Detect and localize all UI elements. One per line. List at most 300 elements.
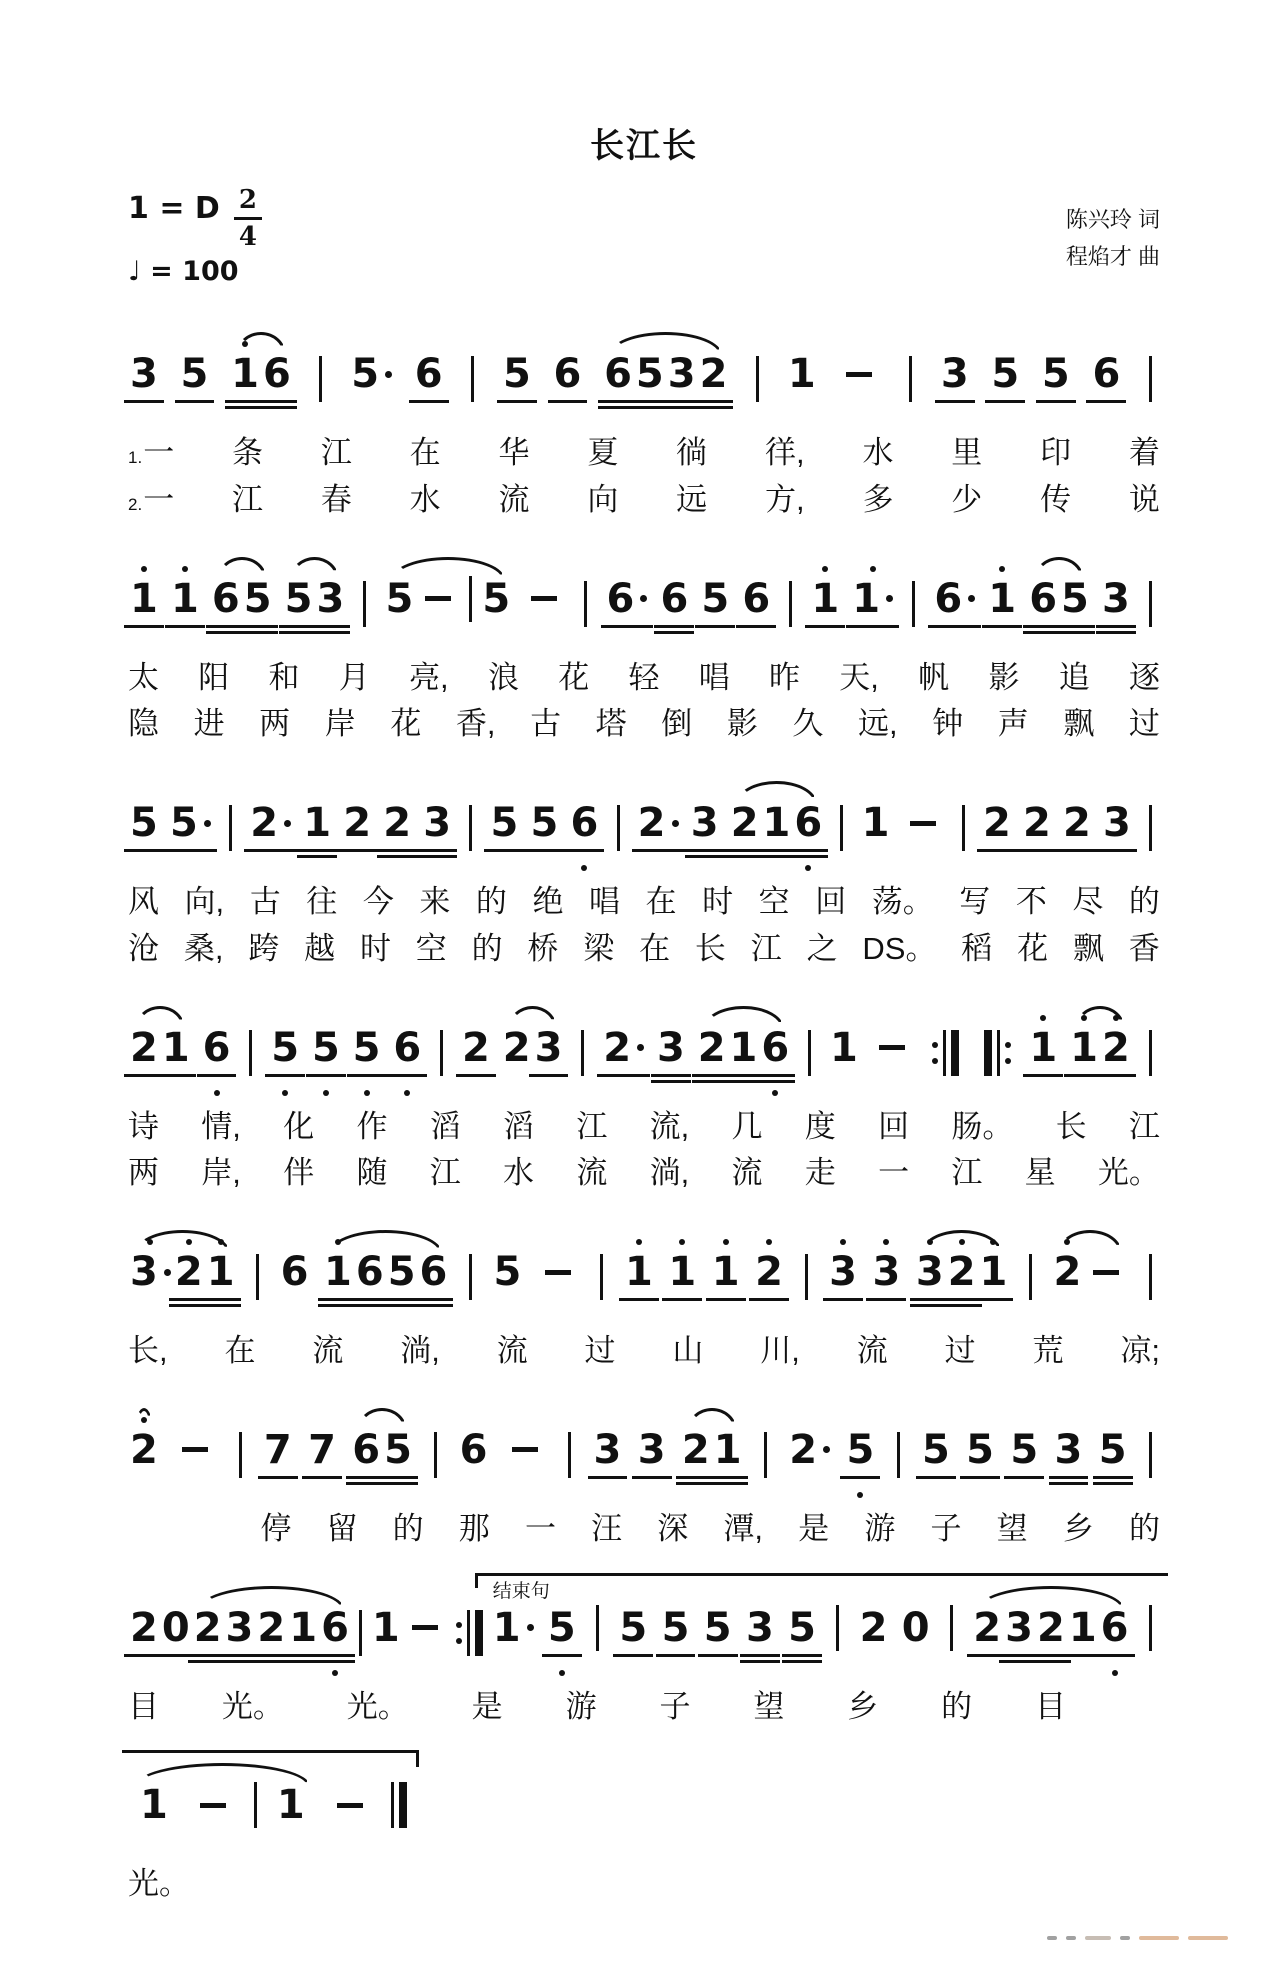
note	[130, 1011, 158, 1100]
tempo-note-icon: ♩	[128, 256, 141, 287]
underline	[749, 1298, 789, 1301]
lyric-syllable: 情,	[201, 1108, 241, 1144]
lyric-syllable: 昨	[769, 659, 801, 695]
barline	[1149, 1418, 1152, 1502]
note	[226, 1591, 254, 1680]
duration-underlines	[991, 397, 1019, 414]
note-digit: 5	[1041, 351, 1070, 397]
note-digit: 5	[788, 1604, 816, 1651]
octave-dot-slot	[1081, 1011, 1087, 1025]
lyric-syllable: 淌,	[400, 1333, 440, 1368]
note-digit: 5	[311, 1024, 340, 1071]
underline	[156, 1074, 196, 1077]
octave-dot	[1040, 1015, 1046, 1021]
note	[130, 562, 158, 651]
octave-dot-slot	[1064, 1235, 1070, 1249]
music-system-6	[128, 1389, 1160, 1549]
octave-dot	[141, 1417, 147, 1423]
spacer	[537, 1295, 579, 1312]
time-signature-denominator: 4	[238, 222, 257, 252]
note-digit: 5	[502, 351, 531, 397]
slur	[971, 1591, 1130, 1680]
barline	[756, 356, 759, 402]
lyric-syllable: 长	[1055, 1108, 1087, 1144]
note	[324, 1235, 352, 1324]
lyric-syllable: 淌,	[649, 1155, 690, 1191]
underline	[654, 631, 694, 634]
note	[263, 337, 291, 426]
note-digit: 5	[921, 1426, 950, 1473]
underline	[387, 1074, 427, 1077]
note-digit: 2	[130, 1604, 158, 1651]
lyric-syllable: 越	[304, 930, 336, 966]
barline	[805, 1240, 808, 1324]
duration-underlines	[1023, 846, 1051, 863]
duration-underlines	[829, 1295, 857, 1312]
underline	[698, 1654, 738, 1657]
verse-number: 2.	[128, 494, 143, 514]
barline	[789, 581, 792, 627]
duration-underlines	[423, 846, 451, 863]
duration-underlines	[271, 1071, 299, 1088]
note	[1029, 562, 1057, 651]
note-digit: 6	[393, 1024, 422, 1071]
lyric-syllable: 的	[471, 930, 503, 966]
lyric-syllable: 里	[951, 435, 983, 470]
octave-dot-slot	[999, 562, 1005, 576]
note-digit: 5	[170, 800, 211, 846]
barline-thin	[391, 1782, 394, 1828]
lyric-syllable: 江	[576, 1108, 608, 1144]
lyric-syllable	[194, 1510, 225, 1549]
duration-underlines	[140, 1828, 168, 1845]
lyrics-row-1	[128, 434, 1160, 473]
note	[372, 1591, 400, 1680]
lyric-syllable: 江	[429, 1155, 461, 1191]
dash-bar	[846, 372, 872, 377]
augmentation-dot	[968, 595, 975, 602]
augmentation-dot	[672, 820, 679, 827]
duration-underlines	[691, 846, 719, 863]
lyric-syllable: 远	[676, 481, 708, 517]
lyric-syllable: 几	[731, 1108, 763, 1144]
note	[207, 1235, 235, 1324]
note	[244, 562, 272, 651]
octave-dot-slot	[883, 1235, 889, 1249]
duration-underlines	[212, 622, 240, 639]
note	[638, 1413, 666, 1502]
slur	[914, 1235, 1010, 1324]
duration-underlines	[761, 1071, 789, 1088]
lyric-syllable: 是	[798, 1510, 830, 1546]
note	[1053, 1235, 1081, 1324]
note-digit: 1	[289, 1604, 318, 1651]
duration-underlines	[662, 1651, 690, 1668]
duration-underlines	[712, 1295, 740, 1312]
lyric-syllable: 进	[193, 706, 225, 742]
lyric-syllable: 向,	[184, 884, 225, 919]
barline	[808, 1030, 811, 1076]
music-system-1	[128, 313, 1160, 520]
underline	[377, 849, 417, 852]
note-digit: 2	[789, 1427, 830, 1473]
duration-underlines	[638, 846, 679, 863]
note-digit: 5	[284, 575, 313, 622]
lyric-syllable: 荒	[1032, 1333, 1064, 1368]
note-digit: 6	[262, 351, 291, 397]
note	[351, 337, 392, 426]
duration-underlines	[226, 1651, 254, 1668]
duration-underlines	[1101, 1651, 1129, 1668]
duration-underlines	[1061, 622, 1089, 639]
lyric-syllable: 一	[524, 1510, 556, 1546]
underline	[613, 1654, 653, 1657]
repeat-end-barline	[456, 1596, 483, 1680]
underline	[928, 625, 981, 628]
barline	[469, 791, 472, 875]
dash	[902, 800, 944, 846]
dash	[504, 1427, 546, 1473]
note-digit: 1	[861, 800, 890, 846]
notes-row	[128, 1567, 1160, 1680]
notes-row	[128, 762, 1160, 875]
note	[691, 786, 719, 875]
low-octave-slot	[772, 1088, 778, 1100]
octave-dot-slot	[147, 1235, 153, 1249]
duration-underlines	[948, 1295, 976, 1312]
barline	[359, 1610, 362, 1656]
note	[682, 1413, 710, 1502]
barline	[950, 1591, 953, 1675]
lyric-syllable: 流	[576, 1155, 608, 1191]
lyric-syllable: 帆	[918, 659, 950, 695]
dash-continuation	[838, 337, 880, 426]
lyric-syllable	[1129, 1688, 1160, 1727]
note-digit: 3	[593, 1426, 622, 1473]
note-digit: 3	[130, 351, 158, 397]
octave-dot	[990, 1239, 996, 1245]
score-header	[128, 185, 1160, 287]
note-digit: 5	[661, 1604, 690, 1651]
duration-underlines	[625, 1295, 653, 1312]
underline	[529, 1074, 569, 1077]
note-digit: 6	[604, 351, 632, 397]
lyrics-row-1	[128, 1688, 1160, 1727]
note	[170, 786, 211, 875]
duration-underlines	[170, 846, 211, 863]
note-digit: 6	[934, 576, 975, 622]
lyric-syllable: 子	[930, 1510, 962, 1546]
note-digit: 1	[170, 575, 199, 622]
octave-dot-slot	[840, 1235, 846, 1249]
underline	[960, 1476, 1000, 1479]
barline	[1149, 1605, 1152, 1651]
note-digit: 1	[787, 351, 816, 397]
barline	[1149, 791, 1152, 875]
note-digit: 6	[355, 1249, 384, 1295]
octave-dot-slot	[927, 1235, 933, 1249]
underline	[238, 631, 278, 634]
octave-dot-slot	[141, 1413, 147, 1427]
note-digit: 2	[947, 1249, 976, 1295]
note	[1029, 1011, 1057, 1100]
note-digit: 6	[280, 1249, 309, 1295]
underline	[846, 625, 899, 628]
lyric-syllable: 亮,	[409, 659, 449, 695]
octave-dot	[214, 1090, 220, 1096]
note-digit: 5	[635, 351, 664, 397]
dash	[1085, 1249, 1127, 1295]
octave-dot	[323, 1090, 329, 1096]
underline	[740, 1660, 780, 1663]
barline	[764, 1418, 767, 1502]
duration-underlines	[730, 1071, 758, 1088]
duration-underlines	[554, 397, 582, 414]
note	[317, 562, 345, 651]
duration-underlines	[742, 622, 770, 639]
note	[698, 1011, 726, 1100]
underline	[755, 1074, 795, 1077]
underline	[601, 625, 654, 628]
barline	[434, 1432, 437, 1478]
lyric-syllable: 时	[702, 884, 734, 919]
low-octave-slot	[364, 1088, 370, 1100]
note-digit: 5	[1061, 575, 1089, 622]
dash	[871, 1025, 913, 1071]
dash-continuation	[537, 1235, 579, 1324]
underline	[694, 400, 734, 403]
lyric-syllable: 凉;	[1120, 1333, 1160, 1368]
note	[383, 786, 411, 875]
note	[636, 337, 664, 426]
lyric-syllable: 徜	[676, 435, 708, 470]
dash	[838, 351, 880, 397]
note	[289, 1591, 317, 1680]
duration-underlines	[244, 622, 272, 639]
lyric-syllable: 化	[283, 1108, 315, 1144]
lyrics-row-2	[128, 930, 1160, 969]
lyrics-row-2	[128, 705, 1160, 744]
note-digit: 3	[316, 575, 345, 622]
lyric-syllable: 空	[758, 884, 790, 919]
lyric-syllable: 天,	[839, 659, 879, 695]
duration-underlines	[130, 1651, 158, 1668]
note-digit: 3	[872, 1249, 901, 1295]
dash	[417, 576, 459, 622]
barline	[897, 1432, 900, 1478]
dash-continuation	[174, 1413, 216, 1502]
note	[712, 1235, 740, 1324]
lyric-syllable: 潭,	[723, 1510, 764, 1546]
duration-underlines	[860, 1651, 888, 1668]
duration-underlines	[303, 846, 331, 863]
barline	[1149, 581, 1152, 627]
duration-underlines	[351, 397, 392, 414]
barline	[440, 1030, 443, 1076]
underline	[201, 1304, 241, 1307]
note	[872, 1235, 900, 1324]
slur	[192, 1591, 351, 1680]
underline	[417, 849, 457, 852]
spacer	[1085, 1295, 1127, 1312]
note	[343, 786, 371, 875]
note	[788, 337, 816, 426]
underline	[662, 1298, 702, 1301]
augmentation-dot	[637, 1044, 644, 1051]
underline	[1096, 625, 1136, 628]
note	[420, 1235, 448, 1324]
duration-underlines	[1055, 1473, 1083, 1490]
duration-underlines	[1099, 1473, 1127, 1490]
note	[493, 1591, 534, 1680]
underline	[1049, 1482, 1089, 1485]
duration-underlines	[1010, 1473, 1038, 1490]
underline	[942, 1304, 982, 1307]
note-digit: 6	[321, 1604, 349, 1651]
note-digit: 5	[701, 575, 730, 622]
duration-underlines	[763, 846, 791, 863]
slur	[128, 1011, 192, 1100]
duration-underlines	[130, 622, 158, 639]
duration-underlines	[503, 397, 531, 414]
underline	[337, 849, 377, 852]
duration-underlines	[321, 1651, 349, 1668]
note	[730, 1011, 758, 1100]
lyric-syllable: 稻	[961, 930, 993, 966]
note	[788, 1591, 816, 1680]
octave-dot-slot	[679, 1235, 685, 1249]
underline	[542, 1654, 582, 1657]
final-barline	[391, 1768, 407, 1852]
note-digit: 5	[351, 351, 392, 397]
lyric-syllable: 子	[659, 1688, 691, 1724]
barline	[319, 356, 322, 402]
lyric-syllable: 汪	[591, 1510, 623, 1546]
lyric-syllable: 流	[856, 1333, 888, 1368]
duration-underlines	[285, 622, 313, 639]
lyric-syllable: 和	[268, 659, 300, 695]
lyric-syllable: 岸,	[201, 1155, 241, 1191]
barline	[764, 1432, 767, 1478]
dash-continuation	[192, 1768, 234, 1857]
dash-continuation	[902, 786, 944, 875]
duration-underlines	[701, 622, 729, 639]
barline	[363, 581, 366, 627]
notes-row	[128, 313, 1160, 426]
duration-underlines	[983, 846, 1011, 863]
dash-bar	[512, 1447, 538, 1452]
note	[1092, 337, 1120, 426]
note-digit: 5	[703, 1604, 732, 1651]
underline	[164, 849, 217, 852]
underline	[788, 849, 828, 852]
low-octave-slot	[282, 1088, 288, 1100]
duration-underlines	[1092, 397, 1120, 414]
note-digit: 6	[570, 800, 599, 846]
duration-underlines	[922, 1473, 950, 1490]
note	[983, 786, 1011, 875]
note	[482, 562, 510, 651]
time-signature-numerator: 2	[234, 185, 262, 220]
underline	[564, 849, 604, 852]
duration-underlines	[668, 397, 696, 414]
note	[948, 1235, 976, 1324]
key-and-tempo	[128, 185, 262, 287]
repeat-dots	[456, 1610, 462, 1656]
note	[1101, 1591, 1129, 1680]
duration-underlines	[934, 622, 975, 639]
lyric-syllable: 花	[1017, 930, 1049, 966]
note-digit: 5	[493, 1249, 522, 1295]
note-digit: 6	[202, 1024, 231, 1071]
ending-bracket-continuation	[128, 1768, 415, 1857]
lyric-syllable: 追	[1058, 659, 1090, 695]
duration-underlines	[130, 397, 158, 414]
duration-underlines	[130, 1295, 171, 1312]
underline	[1086, 400, 1126, 403]
underline	[124, 400, 164, 403]
underline	[805, 625, 845, 628]
lyric-syllable: 之	[806, 930, 838, 966]
underline	[311, 625, 351, 628]
lyric-syllable: 乡	[847, 1688, 879, 1724]
lyric-syllable: 印	[1040, 435, 1072, 470]
barline-thick	[475, 1610, 483, 1656]
duration-underlines	[604, 397, 632, 414]
note-digit: 2	[462, 1024, 490, 1071]
note	[460, 1413, 488, 1502]
barline	[836, 1605, 839, 1651]
note-digit: 2	[697, 1024, 726, 1071]
low-octave-slot	[332, 1668, 338, 1680]
underline	[484, 849, 524, 852]
lyrics-row-1	[128, 1510, 1160, 1549]
duration-underlines	[530, 846, 558, 863]
dash	[192, 1782, 234, 1828]
octave-dot	[840, 1239, 846, 1245]
octave-dot	[723, 1239, 729, 1245]
lyrics-row-1	[128, 1108, 1160, 1147]
duration-underlines	[482, 622, 510, 639]
note-digit: 6	[459, 1426, 488, 1473]
lyric-syllable: 滔	[429, 1108, 461, 1144]
note	[662, 1591, 690, 1680]
dash-continuation	[523, 562, 565, 651]
duration-underlines	[384, 1473, 412, 1490]
note	[503, 337, 531, 426]
note-digit: 0	[161, 1604, 190, 1651]
slur	[729, 786, 825, 875]
note	[701, 562, 729, 651]
duration-underlines	[966, 1473, 994, 1490]
note	[1102, 1011, 1130, 1100]
footer-watermark	[1047, 1936, 1228, 1940]
note	[250, 786, 291, 875]
duration-underlines	[916, 1295, 944, 1312]
underline	[1004, 1476, 1044, 1479]
duration-underlines	[1005, 1651, 1033, 1668]
lyric-syllable: 尽	[1072, 884, 1104, 919]
dash-bar	[337, 1803, 363, 1808]
lyric-syllable: 回	[815, 884, 847, 919]
note	[312, 1011, 340, 1100]
music-system-3	[128, 762, 1160, 969]
duration-underlines	[1053, 1295, 1081, 1312]
underline	[124, 625, 164, 628]
underline	[258, 1476, 298, 1479]
note	[980, 1235, 1008, 1324]
duration-underlines	[794, 846, 822, 863]
